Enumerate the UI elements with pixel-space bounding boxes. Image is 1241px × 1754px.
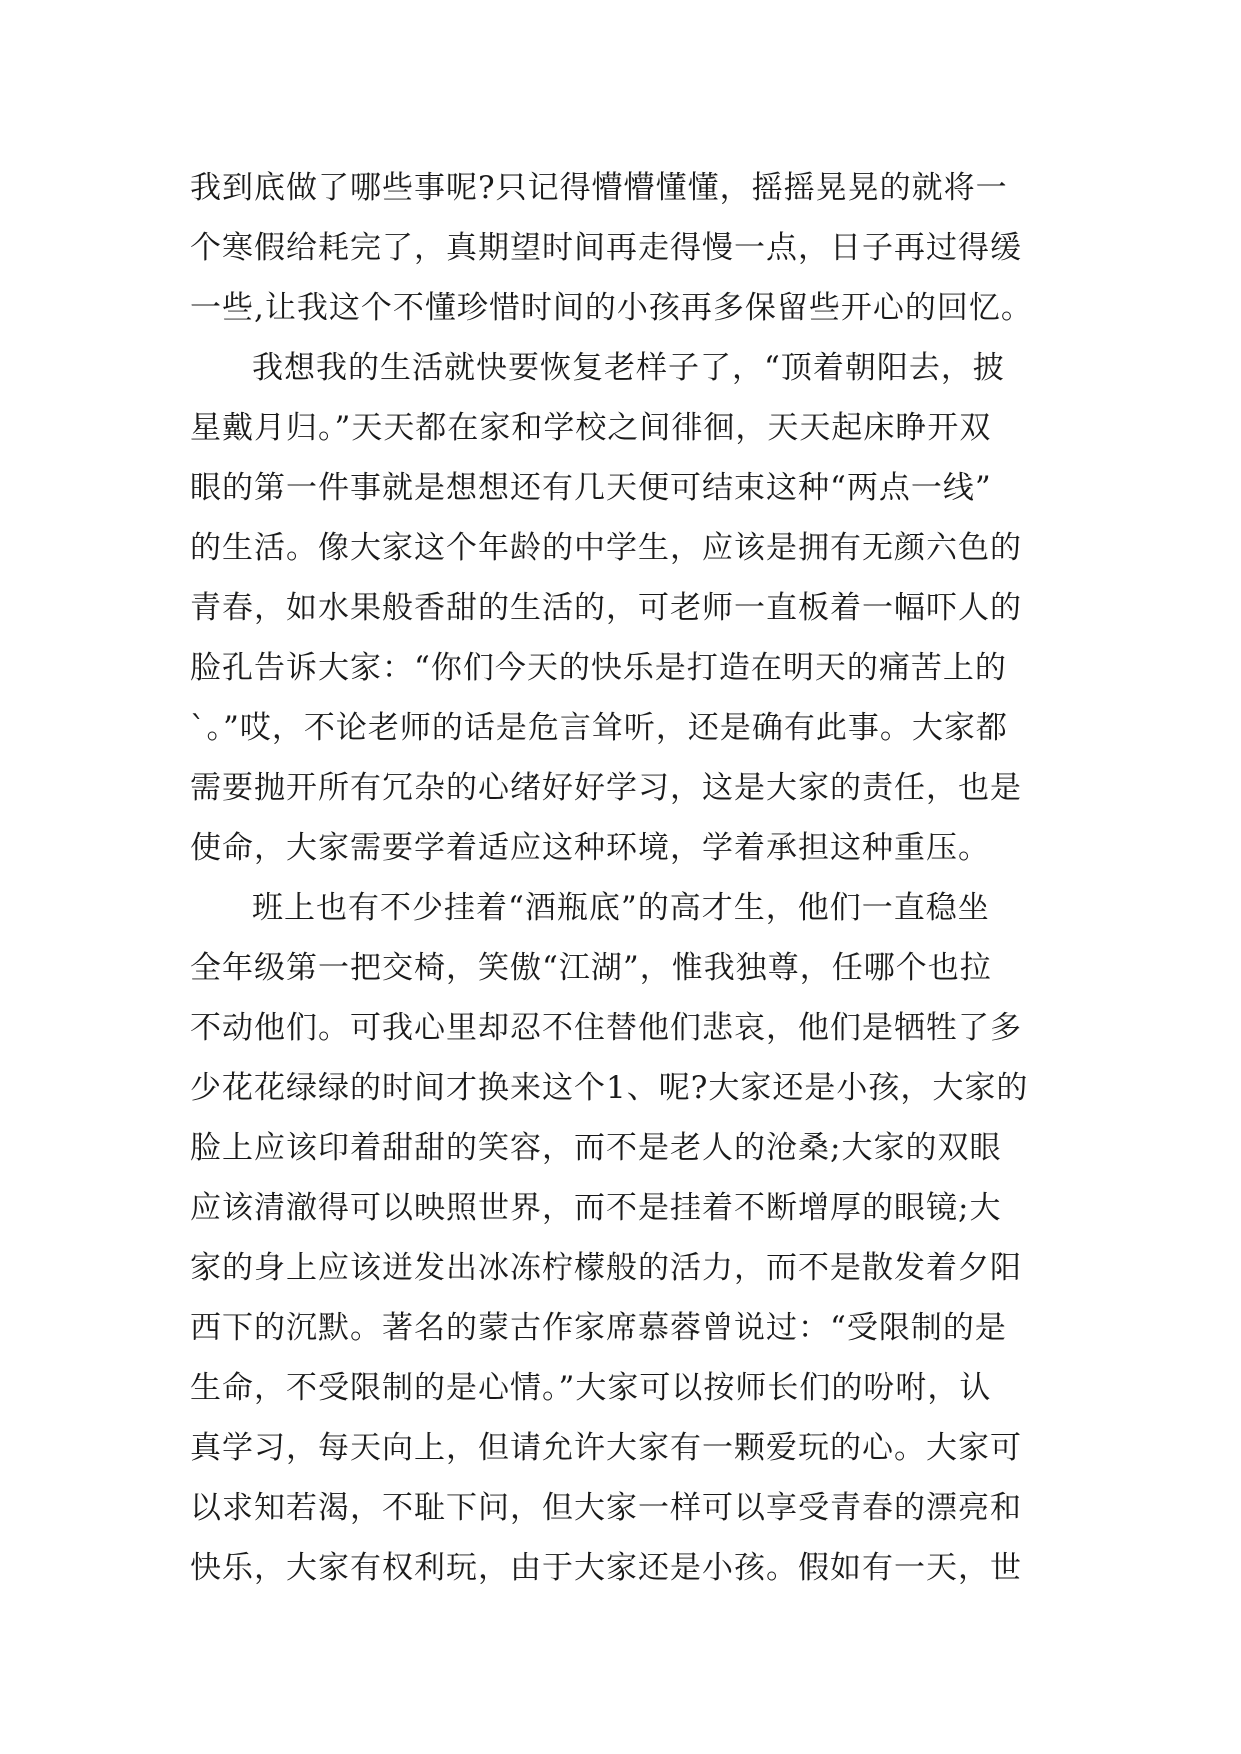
text-line: 快乐，大家有权利玩，由于大家还是小孩。假如有一天，世 [190,1550,1022,1586]
text-line: 西下的沉默。著名的蒙古作家席慕蓉曾说过：“受限制的是 [190,1310,1007,1346]
paragraph-first-line: 班上也有不少挂着“酒瓶底”的高才生，他们一直稳坐 [252,890,990,926]
text-line: 脸孔告诉大家：“你们今天的快乐是打造在明天的痛苦上的 [190,650,1007,686]
text-line: 以求知若渴，不耻下问，但大家一样可以享受青春的漂亮和 [190,1490,1022,1526]
text-line: 的生活。像大家这个年龄的中学生，应该是拥有无颜六色的 [190,530,1022,566]
text-line: 青春，如水果般香甜的生活的，可老师一直板着一幅吓人的 [190,590,1022,626]
text-line: 生命，不受限制的是心情。”大家可以按师长们的吩咐，认 [190,1370,992,1406]
text-line: 脸上应该印着甜甜的笑容，而不是老人的沧桑;大家的双眼 [190,1130,1002,1166]
text-line: 一些,让我这个不懂珍惜时间的小孩再多保留些开心的回忆。 [190,290,1033,326]
body-text [190,158,1080,1598]
text-line: 应该清澈得可以映照世界，而不是挂着不断增厚的眼镜;大 [190,1190,1002,1226]
paragraph-first-line: 我想我的生活就快要恢复老样子了，“顶着朝阳去，披 [252,350,1005,386]
text-line: 星戴月归。”天天都在家和学校之间徘徊，天天起床睁开双 [190,410,992,446]
text-line: 需要抛开所有冗杂的心绪好好学习，这是大家的责任，也是 [190,770,1022,806]
text-line: 我到底做了哪些事呢?只记得懵懵懂懂，摇摇晃晃的就将一 [190,170,1008,206]
text-line: 眼的第一件事就是想想还有几天便可结束这种“两点一线” [190,470,992,506]
text-line: 少花花绿绿的时间才换来这个1、呢?大家还是小孩，大家的 [190,1070,1029,1106]
text-line: 使命，大家需要学着适应这种环境，学着承担这种重压。 [190,830,990,866]
text-line: 真学习，每天向上，但请允许大家有一颗爱玩的心。大家可 [190,1430,1022,1466]
text-line: 个寒假给耗完了，真期望时间再走得慢一点，日子再过得缓 [190,230,1022,266]
text-line: `。”哎，不论老师的话是危言耸听，还是确有此事。大家都 [190,710,1008,746]
text-line: 家的身上应该迸发出冰冻柠檬般的活力，而不是散发着夕阳 [190,1250,1022,1286]
text-line: 全年级第一把交椅，笑傲“江湖”，惟我独尊，任哪个也拉 [190,950,992,986]
text-line: 不动他们。可我心里却忍不住替他们悲哀，他们是牺牲了多 [190,1010,1022,1046]
